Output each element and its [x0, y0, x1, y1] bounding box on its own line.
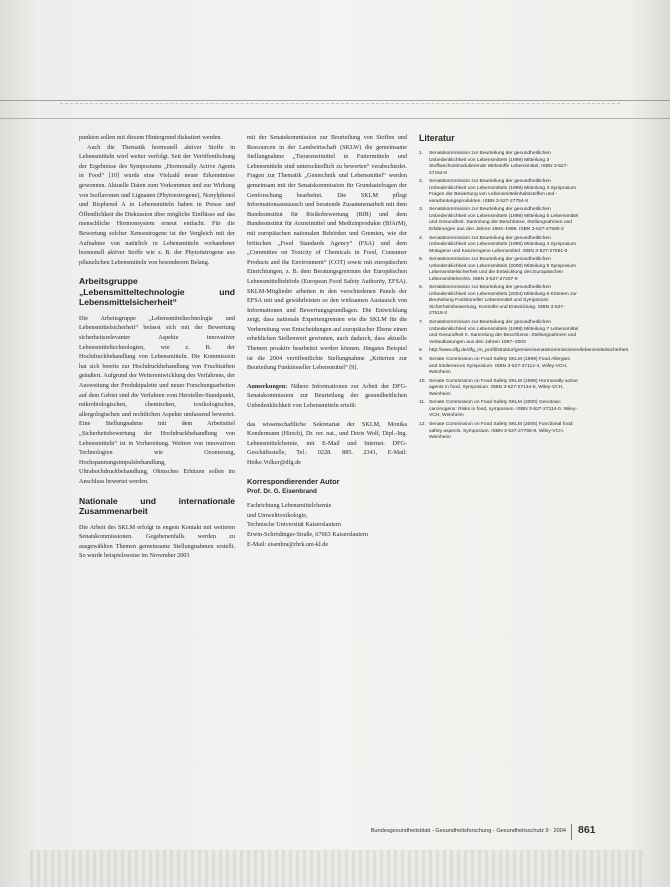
- reference-item: 7. Senatskommission zur Beurteilung der gesundheitlichen Unbedenklichkeit von Lebensmitteln (1998) Mitteilung 7 Lebensmittel und Gesundheit II. Sammlung der Beschlüsse, Stellungnahmen und Verlautbarungen aus den Jahren 1997–2003: [419, 320, 579, 345]
- text-column-2: [247, 133, 407, 549]
- footer-divider: [571, 824, 572, 840]
- reference-item: 11. Senate Commission on Food Safety SKLM (2000) Genotoxic carcinogens: Risks in food, symposium. ISBN 3-527-27114-0, Wiley-VCH, Weinheim: [419, 400, 578, 419]
- reference-item: 3. Senatskommission zur Beurteilung der gesundheitlichen Unbedenklichkeit von Lebensmitteln (1999) Mitteilung 5 Lebensmittel und Gesundheit. Sammlung der Beschlüsse, Stellungnahmen und Erklärungen aus den Jahren 1984–1996. ISBN 3-527-27590-2: [419, 207, 579, 232]
- reference-list: [419, 151, 628, 442]
- section-heading: Arbeitsgruppe „Lebensmitteltechnologie und Lebensmittelsicherheit“: [79, 276, 235, 308]
- reference-item: 1. Senatskommission zur Beurteilung der gesundheitlichen Unbedenklichkeit von Lebensmitteln (1999) Mitteilung 3 Stoffwechselmodulierende Wirkstoffe Lebensmittel, ISBN 3-527-27152-8: [419, 151, 568, 176]
- address-line: und Umwelttoxikologie,: [247, 511, 308, 519]
- page-number: 861: [578, 824, 596, 836]
- corresponding-author-heading: Korrespondierender Autor: [247, 476, 340, 486]
- address-line: Fachrichtung Lebensmittelchemie: [247, 502, 332, 510]
- literature-column: [419, 133, 628, 444]
- journal-citation: Bundesgesundheitsblatt - Gesundheitsforschung - Gesundheitsschutz 9 · 2004: [370, 828, 566, 834]
- paragraph: mit der Senatskommission zur Beurteilung von Stoffen und Ressourcen in der Landwirtschaft (SKLW) die gemeinsame Stellungnahme „Tierarzneimittel in Futtermitteln und Lebensmitteln sind unterschiedlich zu bewerten“ verabschiedet. Fragen zur Thematik „Gentechnik und Lebensmittel“ werden gemeinsam mit der Senatskommission für Grundsatzfragen der Genforschung bearbeitet. Die SKLM pflegt Informationsaustausch und beratende Zusammenarbeit mit dem Bundesinstitut für Risikobewertung (BfR) und dem Bundesinstitut für Arzneimittel und Medizinprodukte (BfArM), mit europäischen nationalen Behörden und Gremien, wie der britischen „Food Standards Agency“ (FSA) und dem „Committee on Toxicity of Chemicals in Food, Consumer Products and the Environment“ (COT) sowie mit europäischen Einrichtungen, z. B. dem Beratungsgremium der Europäischen Lebensmittelbehörde (European Food Safety Authority, EFSA). SKLM-Mitglieder arbeiten in den verschiedenen Panels der EFSA mit und gewährleisten so den wirksamen Austausch von Informationen und Bewertungsgrundlagen. Die Entwicklung zeigt, dass nationale Expertengremien wie die SKLM für die Vorbereitung von Entscheidungen auf europäischer Ebene einen erheblichen Stellenwert gewinnen, auch dadurch, dass aktuelle Themen proaktiv bearbeitet werden können. Jüngstes Beispiel ist die 2004 veröffentlichte Stellungnahme „Kriterien zur Beurteilung Funktioneller Lebensmittel“ [9].: [247, 134, 407, 372]
- reference-item: 10. Senate Commission on Food Safety SKLM (1998) Hormonally active agents in food, Symposium. ISBN 3-527-27134-5, Wiley-VCH, Weinheim: [419, 378, 578, 397]
- reference-item: 2. Senatskommission zur Beurteilung der gesundheitlichen Unbedenklichkeit von Lebensmitteln (1999) Mitteilung 3 Symposium Fragen der Bewertung von Lebensmittelinhaltsstoffen und -verarbeitungsprodukten. ISBN 3-527-27754-8: [419, 179, 577, 204]
- reference-item: 6. Senatskommission zur Beurteilung der gesundheitlichen Unbedenklichkeit von Lebensmitteln (2004) Mitteilung 6 Kriterien zur Beurteilung Funktioneller Lebensmittel und Symposium Sicherheitsbewertung, Kontrolle und Entwicklung. ISBN 3-527-27519-3: [419, 285, 577, 317]
- notes-text: Nähere Informationen zur Arbeit der DFG-Senatskommission zur Beurteilung der gesundheitlichen Unbedenklichkeit von Lebensmitteln erteilt:: [247, 382, 407, 410]
- paragraph: punkten sollen mit diesem Hintergrund diskutiert werden.: [79, 134, 223, 141]
- author-email: E-Mail: eisenbra@rhrk.uni-kl.de: [247, 540, 329, 548]
- reference-item: 12. Senate Commission on Food Safety SKLM (2006) Functional food: safety aspects. Symposium. ISBN 3-527-27765-9, Wiley-VCH, Weinheim: [419, 422, 574, 441]
- scan-edge-strip: [30, 850, 645, 887]
- reference-item: 4. Senatskommission zur Beurteilung der gesundheitlichen Unbedenklichkeit von Lebensmitteln (1996) Mitteilung 4 Symposium Mutagene und Kanzerogene Lebensmittel. ISBN 3-527-27591-0: [419, 235, 577, 254]
- top-dashed-rule: [60, 103, 620, 104]
- notes-label: Anmerkungen:: [247, 382, 288, 390]
- paragraph: Auch die Thematik hormonell aktiver Stoffe in Lebensmitteln wird weiter verfolgt. Seit der Veröffentlichung der Ergebnisse des Symposiums „Hormonally Active Agents in Food“ [10] wurde eine Vielzahl neuer Erkenntnisse gewonnen. Aktuelle Daten zum Vorkommen und zur Wirkung von Isoflavonen und Lignanen (Phytoestrogene), Nonylphenol und Bisphenol A in Lebensmitteln haben in Presse und Öffentlichkeit die Diskussion über mögliche Einflüsse auf das menschliche Hormonsystem erneut entfacht. Für die Bewertung solcher Xenoestrogene ist der Vergleich mit der Aufnahme von natürlich in Lebensmitteln vorhandener hormonell aktiver Stoffe wie z. B. der Phytoöstrogene aus pflanzlichen Lebensmitteln von besonderem Belang.: [79, 143, 235, 266]
- reference-item: 9. Senate Commission on Food Safety SKLM (1999) Food Allergies and Intolerances Symposium. ISBN 3-527-27112-4, Wiley-VCH, Weinheim: [419, 357, 570, 375]
- paragraph: Die Arbeit des SKLM erfolgt in engem Kontakt mit weiteren Senatskommissionen. Gegebenenfalls werden zu ausgewählten Themen gemeinsame Stellungnahmen erstellt. So wurde beispielsweise im November 2003: [79, 523, 235, 560]
- top-rule: [0, 100, 670, 101]
- corresponding-author-block: [247, 477, 407, 550]
- literature-heading: Literatur: [419, 133, 455, 143]
- paragraph: Die Arbeitsgruppe „Lebensmitteltechnologie und Lebensmittelsicherheit“ befasst sich mit der Bewertung sicherheitsrelevanter Aspekte innovativer Lebensmitteltechnologien, wie z. B. der Hochdruckbehandlung von Lebensmitteln. Die Kommission hat sich bereits zur Hochdruckbehandlung von Fruchtsäften geäußert. Aufgrund der Weiterentwicklung des Verfahrens, der Ausweitung der Produktpalette und neuer Forschungsarbeiten auf dem Gebiet sind die Verfahren vom Hersteller-Standpunkt, mikrobiologischen, chemischen, toxikologischen, allergologischen und rechtlichen Aspekte umfassend bewertet. Eine Stellungnahme mit dem Arbeitstitel „Sicherheitsbewertung der Hochdruckbehandlung von Lebensmitteln“ ist in Vorbereitung. Weitere von innovativen Technologien wie Ozonierung, Hochspannungsimpulsbehandlung, Ultrahochdruckbehandlung, Ohmsches Erhitzen sollen im Anschluss bewertet werden.: [79, 314, 235, 485]
- reference-item: 5. Senatskommission zur Beurteilung der gesundheitlichen Unbedenklichkeit von Lebensmitteln (2000) Mitteilung 5 Symposium Lebensmittelsicherheit und die Entwicklung des Europäischen Lebensmittelrechts. ISBN 3-527-27207-9: [419, 257, 577, 282]
- section-heading: Nationale und internationale Zusammenarbeit: [79, 495, 235, 516]
- reference-item: 8. http://www.dfg.de/dfg_im_profil/struktur/gremien/senatskommissionen/lebensmittelsicherheit: [419, 348, 628, 354]
- address-line: Technische Universität Kaiserslautern: [247, 521, 342, 529]
- author-name: Prof. Dr. G. Eisenbrand: [247, 487, 317, 495]
- notes-paragraph: [247, 382, 407, 411]
- text-column-1: [79, 133, 235, 561]
- page-footer: [268, 824, 648, 840]
- secretariat-contact: das wissenschaftliche Sekretariat der SKLM, Monika Kondermann (Hirsch), Dr. rer. nat., und Doris Wolf, Dipl.-Ing. Lebensmittelchemie, mit E-Mail und Internet. DFG-Geschäftsstelle, Tel.: 0228. 885. 2341, E-Mail: Heike.Volker@dfg.de: [247, 420, 407, 466]
- top-rule-secondary: [0, 118, 670, 119]
- address-line: Erwin-Schrödinger-Straße, 67663 Kaiserslautern: [247, 530, 369, 538]
